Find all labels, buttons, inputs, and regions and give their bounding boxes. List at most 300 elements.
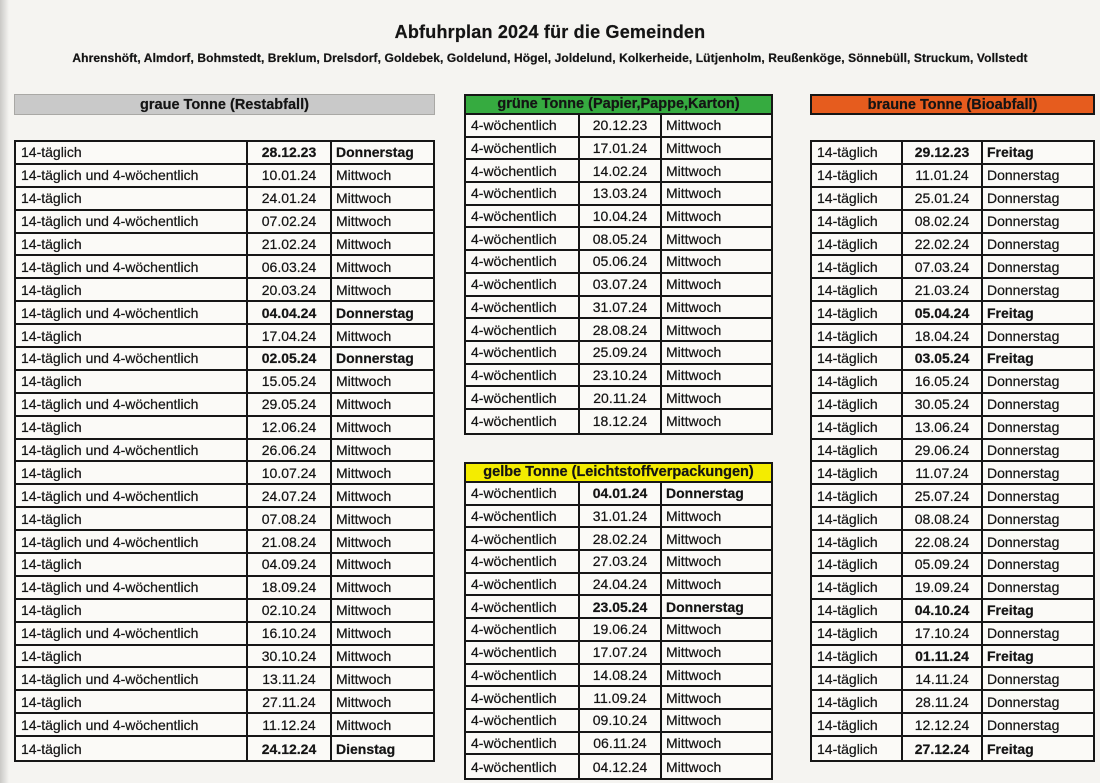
date-cell: 24.01.24 <box>248 188 332 209</box>
table-row <box>812 714 1093 737</box>
table-row <box>466 228 771 251</box>
weekday-cell: Mittwoch <box>666 413 722 430</box>
frequency-cell: 4-wöchentlich <box>466 251 580 272</box>
weekday-cell: Mittwoch <box>666 298 722 315</box>
date-cell: 07.03.24 <box>903 256 983 277</box>
green-bin-table <box>464 94 773 435</box>
weekday-cell: Mittwoch <box>336 419 392 436</box>
weekday-cell: Mittwoch <box>666 366 722 383</box>
yellow-bin-header: gelbe Tonne (Leichtstoffverpackungen) <box>466 464 771 483</box>
weekday-cell: Donnerstag <box>666 598 744 615</box>
date-cell: 10.01.24 <box>248 165 332 186</box>
table-row <box>466 206 771 229</box>
table-row <box>466 183 771 206</box>
weekday-cell: Donnerstag <box>987 487 1060 504</box>
frequency-cell: 14-täglich <box>812 279 903 300</box>
weekday-cell: Mittwoch <box>336 213 392 230</box>
frequency-cell: 14-täglich <box>812 600 903 621</box>
table-row <box>466 410 771 433</box>
frequency-cell: 14-täglich <box>16 279 248 300</box>
weekday-cell: Mittwoch <box>666 644 722 661</box>
table-row <box>466 483 771 506</box>
weekday-cell: Donnerstag <box>987 670 1060 687</box>
weekday-cell: Mittwoch <box>666 758 722 775</box>
frequency-cell: 4-wöchentlich <box>466 642 580 663</box>
date-cell: 04.10.24 <box>903 600 983 621</box>
weekday-cell: Mittwoch <box>666 553 722 570</box>
table-row <box>812 279 1093 302</box>
weekday-cell: Donnerstag <box>987 167 1060 184</box>
weekday-cell: Donnerstag <box>987 556 1060 573</box>
weekday-cell: Donnerstag <box>987 396 1060 413</box>
date-cell: 08.02.24 <box>903 211 983 232</box>
table-row <box>812 508 1093 531</box>
frequency-cell: 14-täglich <box>812 462 903 483</box>
table-row <box>812 188 1093 211</box>
frequency-cell: 4-wöchentlich <box>466 710 580 731</box>
weekday-cell: Donnerstag <box>987 464 1060 481</box>
date-cell: 05.06.24 <box>580 251 662 272</box>
frequency-cell: 14-täglich <box>16 600 248 621</box>
table-row <box>16 623 433 646</box>
table-row <box>16 531 433 554</box>
table-row <box>16 234 433 257</box>
date-cell: 03.05.24 <box>903 348 983 369</box>
frequency-cell: 14-täglich <box>812 691 903 712</box>
table-row <box>812 554 1093 577</box>
weekday-cell: Donnerstag <box>666 485 744 502</box>
date-cell: 23.10.24 <box>580 365 662 386</box>
frequency-cell: 4-wöchentlich <box>466 528 580 549</box>
table-row <box>812 531 1093 554</box>
table-row <box>812 668 1093 691</box>
weekday-cell: Mittwoch <box>666 321 722 338</box>
frequency-cell: 14-täglich <box>812 554 903 575</box>
date-cell: 11.07.24 <box>903 462 983 483</box>
frequency-cell: 4-wöchentlich <box>466 206 580 227</box>
table-row <box>466 160 771 183</box>
weekday-cell: Mittwoch <box>666 666 722 683</box>
date-cell: 24.04.24 <box>580 574 662 595</box>
frequency-cell: 4-wöchentlich <box>466 574 580 595</box>
date-cell: 21.02.24 <box>248 234 332 255</box>
table-row <box>466 319 771 342</box>
date-cell: 28.08.24 <box>580 319 662 340</box>
date-cell: 12.12.24 <box>903 714 983 735</box>
weekday-cell: Mittwoch <box>666 185 722 202</box>
frequency-cell: 14-täglich <box>812 417 903 438</box>
date-cell: 20.11.24 <box>580 387 662 408</box>
table-row <box>466 687 771 710</box>
date-cell: 25.01.24 <box>903 188 983 209</box>
weekday-cell: Mittwoch <box>336 236 392 252</box>
weekday-cell: Mittwoch <box>666 117 722 134</box>
weekday-cell: Mittwoch <box>666 508 722 525</box>
weekday-cell: Mittwoch <box>336 670 392 687</box>
weekday-cell: Donnerstag <box>336 304 414 321</box>
weekday-cell: Donnerstag <box>987 373 1060 390</box>
frequency-cell: 14-täglich <box>812 188 903 209</box>
frequency-cell: 14-täglich und 4-wöchentlich <box>16 348 248 369</box>
date-cell: 13.11.24 <box>248 668 332 689</box>
frequency-cell: 4-wöchentlich <box>466 387 580 408</box>
frequency-cell: 14-täglich <box>812 737 903 760</box>
weekday-cell: Mittwoch <box>336 396 392 413</box>
weekday-cell: Mittwoch <box>666 621 722 638</box>
table-row <box>16 348 433 371</box>
date-cell: 04.12.24 <box>580 755 662 778</box>
weekday-cell: Mittwoch <box>336 693 392 710</box>
date-cell: 23.05.24 <box>580 596 662 617</box>
yellow-bin-table <box>464 462 773 780</box>
table-row <box>812 691 1093 714</box>
table-row <box>16 714 433 737</box>
frequency-cell: 4-wöchentlich <box>466 551 580 572</box>
table-row <box>16 646 433 669</box>
frequency-cell: 4-wöchentlich <box>466 483 580 504</box>
table-row <box>16 737 433 760</box>
table-row <box>16 417 433 440</box>
date-cell: 26.06.24 <box>248 440 332 461</box>
date-cell: 29.05.24 <box>248 394 332 415</box>
weekday-cell: Freitag <box>987 350 1034 367</box>
weekday-cell: Mittwoch <box>336 442 392 459</box>
frequency-cell: 4-wöchentlich <box>466 160 580 181</box>
table-row <box>466 506 771 529</box>
weekday-cell: Mittwoch <box>336 167 392 184</box>
weekday-cell: Mittwoch <box>666 230 722 247</box>
date-cell: 04.01.24 <box>580 483 662 504</box>
date-cell: 21.08.24 <box>248 531 332 552</box>
page-title: Abfuhrplan 2024 für die Gemeinden <box>394 22 706 42</box>
frequency-cell: 4-wöchentlich <box>466 506 580 527</box>
date-cell: 31.01.24 <box>580 506 662 527</box>
weekday-cell: Mittwoch <box>336 373 392 390</box>
table-row <box>812 371 1093 394</box>
grey-bin-schedule <box>14 140 435 762</box>
date-cell: 04.09.24 <box>248 554 332 575</box>
frequency-cell: 14-täglich und 4-wöchentlich <box>16 440 248 461</box>
frequency-cell: 14-täglich <box>16 508 248 529</box>
frequency-cell: 14-täglich und 4-wöchentlich <box>16 394 248 415</box>
frequency-cell: 14-täglich <box>812 394 903 415</box>
frequency-cell: 14-täglich <box>812 165 903 186</box>
frequency-cell: 14-täglich <box>16 462 248 483</box>
table-row <box>16 577 433 600</box>
scan-artifact-edge <box>0 0 9 783</box>
date-cell: 09.10.24 <box>580 710 662 731</box>
date-cell: 14.08.24 <box>580 665 662 686</box>
table-row <box>466 574 771 597</box>
frequency-cell: 14-täglich <box>812 440 903 461</box>
date-cell: 02.05.24 <box>248 348 332 369</box>
table-row <box>466 115 771 138</box>
frequency-cell: 4-wöchentlich <box>466 755 580 778</box>
frequency-cell: 14-täglich <box>16 691 248 712</box>
frequency-cell: 4-wöchentlich <box>466 183 580 204</box>
table-row <box>16 165 433 188</box>
frequency-cell: 14-täglich <box>812 623 903 644</box>
table-row <box>16 462 433 485</box>
table-row <box>812 440 1093 463</box>
frequency-cell: 14-täglich <box>16 234 248 255</box>
table-row <box>466 342 771 365</box>
table-row <box>466 596 771 619</box>
date-cell: 13.03.24 <box>580 183 662 204</box>
date-cell: 28.12.23 <box>248 142 332 163</box>
weekday-cell: Donnerstag <box>987 625 1060 642</box>
weekday-cell: Mittwoch <box>666 734 722 751</box>
weekday-cell: Mittwoch <box>666 689 722 706</box>
frequency-cell: 4-wöchentlich <box>466 365 580 386</box>
weekday-cell: Mittwoch <box>336 579 392 596</box>
green-bin-schedule <box>466 115 771 433</box>
table-row <box>16 485 433 508</box>
weekday-cell: Mittwoch <box>666 162 722 179</box>
table-row <box>466 551 771 574</box>
frequency-cell: 14-täglich und 4-wöchentlich <box>16 623 248 644</box>
frequency-cell: 4-wöchentlich <box>466 596 580 617</box>
weekday-cell: Donnerstag <box>987 693 1060 710</box>
frequency-cell: 14-täglich <box>812 371 903 392</box>
weekday-cell: Mittwoch <box>336 533 392 550</box>
weekday-cell: Mittwoch <box>666 208 722 225</box>
date-cell: 29.12.23 <box>903 142 983 163</box>
date-cell: 08.05.24 <box>580 228 662 249</box>
weekday-cell: Donnerstag <box>987 419 1060 436</box>
table-row <box>466 665 771 688</box>
frequency-cell: 14-täglich <box>812 211 903 232</box>
frequency-cell: 14-täglich <box>812 646 903 667</box>
weekday-cell: Donnerstag <box>987 716 1060 733</box>
date-cell: 22.08.24 <box>903 531 983 552</box>
brown-bin-header: braune Tonne (Bioabfall) <box>810 94 1095 115</box>
date-cell: 17.01.24 <box>580 138 662 159</box>
date-cell: 30.10.24 <box>248 646 332 667</box>
table-row <box>812 600 1093 623</box>
table-row <box>812 142 1093 165</box>
table-row <box>466 274 771 297</box>
table-row <box>16 256 433 279</box>
date-cell: 20.03.24 <box>248 279 332 300</box>
frequency-cell: 4-wöchentlich <box>466 138 580 159</box>
date-cell: 15.05.24 <box>248 371 332 392</box>
weekday-cell: Donnerstag <box>336 144 414 161</box>
frequency-cell: 14-täglich und 4-wöchentlich <box>16 302 248 323</box>
date-cell: 05.04.24 <box>903 302 983 323</box>
weekday-cell: Freitag <box>987 144 1034 161</box>
table-row <box>16 142 433 165</box>
date-cell: 28.11.24 <box>903 691 983 712</box>
weekday-cell: Mittwoch <box>336 648 392 665</box>
table-row <box>466 387 771 410</box>
date-cell: 11.01.24 <box>903 165 983 186</box>
frequency-cell: 14-täglich und 4-wöchentlich <box>16 256 248 277</box>
frequency-cell: 14-täglich <box>812 234 903 255</box>
table-row <box>812 302 1093 325</box>
table-row <box>16 279 433 302</box>
frequency-cell: 14-täglich <box>812 508 903 529</box>
weekday-cell: Donnerstag <box>987 258 1060 275</box>
frequency-cell: 14-täglich <box>16 554 248 575</box>
table-row <box>812 325 1093 348</box>
frequency-cell: 14-täglich <box>16 417 248 438</box>
municipality-list: Ahrenshöft, Almdorf, Bohmstedt, Breklum, Drelsdorf, Goldebek, Goldelund, Högel, Joldelund, Kolkerheide, Lütjenholm, Reußenköge, Sönnebüll, Struckum, Vollstedt <box>72 51 1028 65</box>
table-row <box>812 417 1093 440</box>
weekday-cell: Donnerstag <box>987 579 1060 596</box>
frequency-cell: 4-wöchentlich <box>466 319 580 340</box>
table-row <box>466 733 771 756</box>
weekday-cell: Mittwoch <box>336 716 392 733</box>
weekday-cell: Donnerstag <box>336 350 414 367</box>
table-row <box>812 211 1093 234</box>
frequency-cell: 14-täglich <box>812 348 903 369</box>
date-cell: 16.10.24 <box>248 623 332 644</box>
table-row <box>812 165 1093 188</box>
frequency-cell: 4-wöchentlich <box>466 228 580 249</box>
weekday-cell: Donnerstag <box>987 442 1060 459</box>
grey-bin-header: graue Tonne (Restabfall) <box>14 94 435 115</box>
date-cell: 14.02.24 <box>580 160 662 181</box>
table-row <box>16 668 433 691</box>
frequency-cell: 14-täglich <box>812 325 903 346</box>
date-cell: 27.12.24 <box>903 737 983 760</box>
weekday-cell: Mittwoch <box>336 487 392 504</box>
date-cell: 11.09.24 <box>580 687 662 708</box>
table-row <box>16 554 433 577</box>
frequency-cell: 14-täglich und 4-wöchentlich <box>16 714 248 735</box>
date-cell: 17.04.24 <box>248 325 332 346</box>
date-cell: 07.02.24 <box>248 211 332 232</box>
date-cell: 30.05.24 <box>903 394 983 415</box>
table-row <box>812 348 1093 371</box>
date-cell: 16.05.24 <box>903 371 983 392</box>
date-cell: 24.07.24 <box>248 485 332 506</box>
date-cell: 19.09.24 <box>903 577 983 598</box>
weekday-cell: Freitag <box>987 648 1034 665</box>
date-cell: 13.06.24 <box>903 417 983 438</box>
table-row <box>16 325 433 348</box>
table-row <box>466 528 771 551</box>
date-cell: 25.09.24 <box>580 342 662 363</box>
date-cell: 04.04.24 <box>248 302 332 323</box>
date-cell: 20.12.23 <box>580 115 662 136</box>
frequency-cell: 14-täglich und 4-wöchentlich <box>16 485 248 506</box>
table-row <box>16 371 433 394</box>
date-cell: 18.12.24 <box>580 410 662 433</box>
grey-bin-table <box>14 94 435 762</box>
weekday-cell: Mittwoch <box>336 625 392 642</box>
frequency-cell: 4-wöchentlich <box>466 619 580 640</box>
date-cell: 08.08.24 <box>903 508 983 529</box>
weekday-cell: Mittwoch <box>336 327 392 344</box>
frequency-cell: 14-täglich und 4-wöchentlich <box>16 531 248 552</box>
date-cell: 18.04.24 <box>903 325 983 346</box>
table-row <box>16 440 433 463</box>
table-row <box>466 251 771 274</box>
frequency-cell: 14-täglich <box>812 531 903 552</box>
frequency-cell: 4-wöchentlich <box>466 342 580 363</box>
date-cell: 14.11.24 <box>903 668 983 689</box>
frequency-cell: 14-täglich <box>16 646 248 667</box>
frequency-cell: 14-täglich <box>812 485 903 506</box>
green-bin-header: grüne Tonne (Papier,Pappe,Karton) <box>466 96 771 115</box>
weekday-cell: Dienstag <box>336 740 396 757</box>
date-cell: 22.02.24 <box>903 234 983 255</box>
weekday-cell: Donnerstag <box>987 236 1060 252</box>
date-cell: 12.06.24 <box>248 417 332 438</box>
weekday-cell: Mittwoch <box>336 281 392 298</box>
date-cell: 11.12.24 <box>248 714 332 735</box>
date-cell: 02.10.24 <box>248 600 332 621</box>
frequency-cell: 14-täglich <box>812 577 903 598</box>
frequency-cell: 14-täglich <box>812 668 903 689</box>
weekday-cell: Donnerstag <box>987 510 1060 527</box>
date-cell: 01.11.24 <box>903 646 983 667</box>
frequency-cell: 14-täglich <box>812 142 903 163</box>
date-cell: 19.06.24 <box>580 619 662 640</box>
date-cell: 18.09.24 <box>248 577 332 598</box>
table-row <box>466 755 771 778</box>
weekday-cell: Mittwoch <box>666 389 722 406</box>
frequency-cell: 14-täglich <box>16 188 248 209</box>
frequency-cell: 14-täglich <box>812 302 903 323</box>
table-row <box>466 365 771 388</box>
weekday-cell: Mittwoch <box>666 253 722 270</box>
table-row <box>812 256 1093 279</box>
date-cell: 25.07.24 <box>903 485 983 506</box>
frequency-cell: 14-täglich <box>16 737 248 760</box>
weekday-cell: Donnerstag <box>987 190 1060 207</box>
table-row <box>812 394 1093 417</box>
date-cell: 17.07.24 <box>580 642 662 663</box>
frequency-cell: 14-täglich und 4-wöchentlich <box>16 165 248 186</box>
weekday-cell: Donnerstag <box>987 281 1060 298</box>
frequency-cell: 4-wöchentlich <box>466 274 580 295</box>
table-row <box>812 737 1093 760</box>
table-row <box>466 297 771 320</box>
date-cell: 27.11.24 <box>248 691 332 712</box>
date-cell: 10.07.24 <box>248 462 332 483</box>
frequency-cell: 4-wöchentlich <box>466 687 580 708</box>
date-cell: 10.04.24 <box>580 206 662 227</box>
table-row <box>16 302 433 325</box>
frequency-cell: 4-wöchentlich <box>466 115 580 136</box>
table-row <box>16 691 433 714</box>
frequency-cell: 14-täglich <box>812 256 903 277</box>
table-row <box>812 623 1093 646</box>
weekday-cell: Freitag <box>987 602 1034 619</box>
frequency-cell: 14-täglich <box>16 325 248 346</box>
frequency-cell: 14-täglich und 4-wöchentlich <box>16 211 248 232</box>
frequency-cell: 4-wöchentlich <box>466 733 580 754</box>
frequency-cell: 4-wöchentlich <box>466 665 580 686</box>
table-row <box>812 485 1093 508</box>
weekday-cell: Freitag <box>987 304 1034 321</box>
frequency-cell: 4-wöchentlich <box>466 297 580 318</box>
date-cell: 07.08.24 <box>248 508 332 529</box>
frequency-cell: 14-täglich und 4-wöchentlich <box>16 577 248 598</box>
table-row <box>466 619 771 642</box>
table-row <box>16 508 433 531</box>
yellow-bin-schedule <box>466 483 771 778</box>
date-cell: 27.03.24 <box>580 551 662 572</box>
date-cell: 03.07.24 <box>580 274 662 295</box>
weekday-cell: Freitag <box>987 740 1034 757</box>
weekday-cell: Mittwoch <box>666 276 722 293</box>
table-row <box>812 462 1093 485</box>
date-cell: 06.03.24 <box>248 256 332 277</box>
